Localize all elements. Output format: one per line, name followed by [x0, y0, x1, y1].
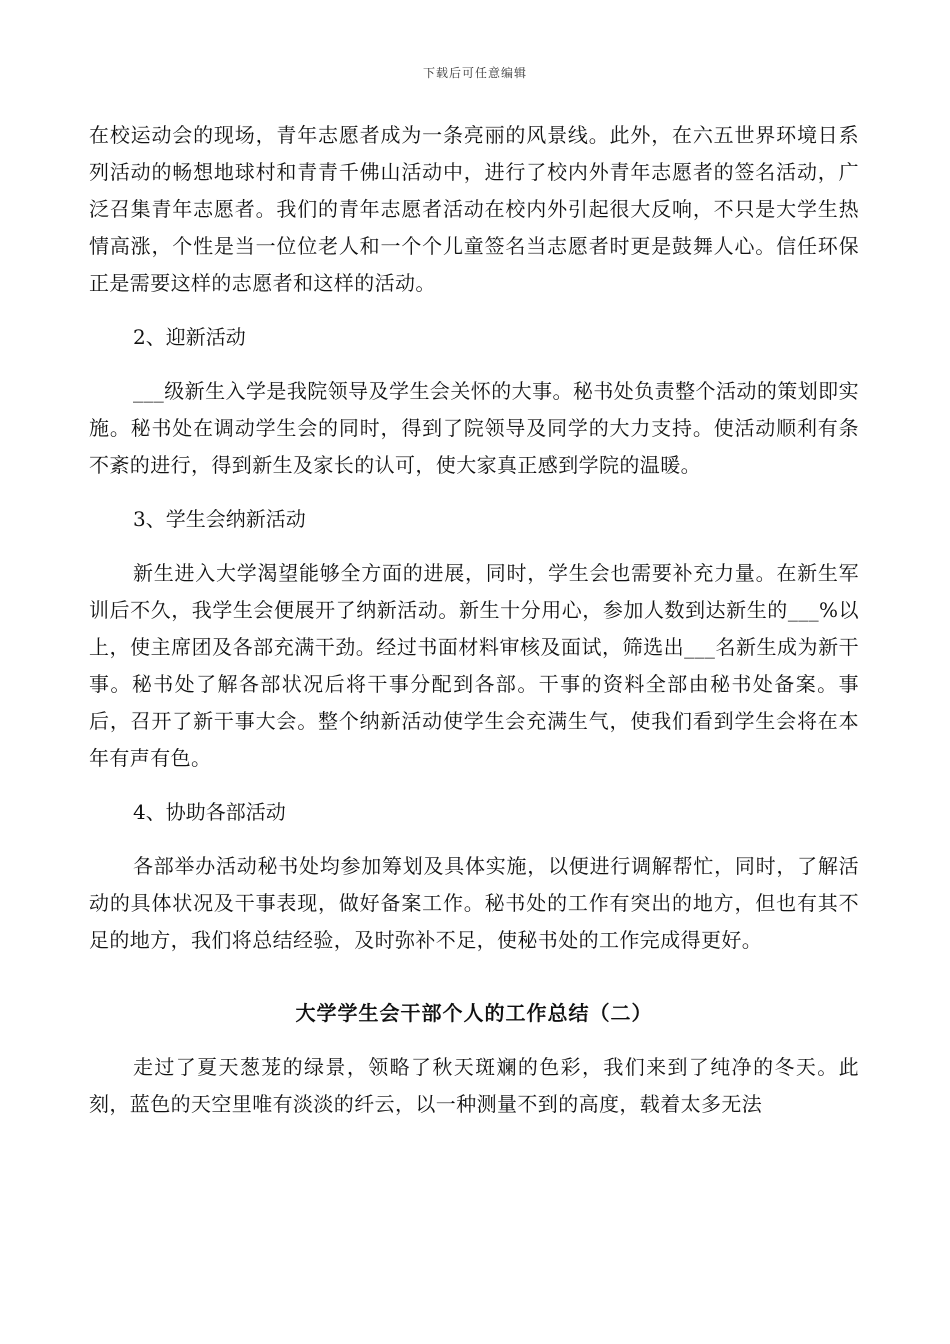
paragraph-summary-two-opening: 走过了夏天葱茏的绿景，领略了秋天斑斓的色彩，我们来到了纯净的冬天。此刻，蓝色的天空里唯有淡淡的纤云，以一种测量不到的高度，载着太多无法 — [89, 1055, 859, 1116]
heading-recruitment-activity: 3、学生会纳新活动 — [133, 507, 306, 531]
paragraph-welcome-activity: ___级新生入学是我院领导及学生会关怀的大事。秘书处负责整个活动的策划即实施。秘书处在调动学生会的同时，得到了院领导及同学的大力支持。使活动顺利有条不紊的进行，得到新生及家长的认可，使大家真正感到学院的温暖。 — [89, 379, 859, 477]
document-body — [89, 117, 859, 1123]
heading-welcome-activity: 2、迎新活动 — [133, 325, 246, 349]
page-header: 下载后可任意编辑 — [422, 66, 527, 80]
intro-paragraph: 在校运动会的现场，青年志愿者成为一条亮丽的风景线。此外，在六五世界环境日系列活动的畅想地球村和青青千佛山活动中，进行了校内外青年志愿者的签名活动，广泛召集青年志愿者。我们的青年志愿者活动在校内外引起很大反响，不只是大学生热情高涨，个性是当一位位老人和一个个儿童签名当志愿者时更是鼓舞人心。信任环保正是需要这样的志愿者和这样的活动。 — [89, 123, 859, 295]
heading-assist-departments: 4、协助各部活动 — [133, 800, 286, 824]
section-title: 大学学生会干部个人的工作总结（二） — [295, 1001, 653, 1025]
paragraph-recruitment-activity: 新生进入大学渴望能够全方面的进展，同时，学生会也需要补充力量。在新生军训后不久，我学生会便展开了纳新活动。新生十分用心，参加人数到达新生的___%以上，使主席团及各部充满干劲。经过书面材料审核及面试，筛选出___名新生成为新干事。秘书处了解各部状况后将干事分配到各部。干事的资料全部由秘书处备案。事后，召开了新干事大会。整个纳新活动使学生会充满生气，使我们看到学生会将在本年有声有色。 — [89, 561, 859, 770]
paragraph-assist-departments: 各部举办活动秘书处均参加筹划及具体实施，以便进行调解帮忙，同时，了解活动的具体状况及干事表现，做好备案工作。秘书处的工作有突出的地方，但也有其不足的地方，我们将总结经验，及时弥补不足，使秘书处的工作完成得更好。 — [89, 854, 859, 952]
